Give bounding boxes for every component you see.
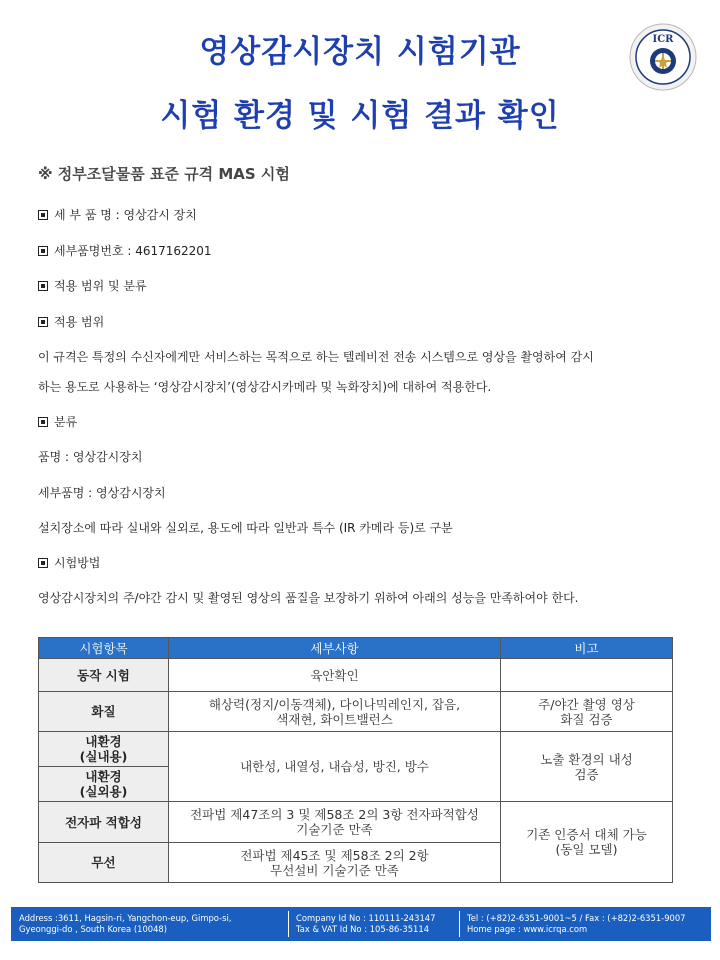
cell-item: 내환경 (실외용) <box>39 767 169 802</box>
scope-paragraph-2: 하는 용도로 사용하는 ‘영상감시장치’(영상감시카메라 및 녹화장치)에 대하여 적용한다. <box>38 380 492 394</box>
logo-text: ICR <box>652 34 674 45</box>
cell-note: 노출 환경의 내성 검증 <box>501 732 673 802</box>
classification-text: 분류 <box>54 415 78 429</box>
cell-detail: 해상력(정지/이동객체), 다이나믹레인지, 잡음, 색재현, 화이트밸런스 <box>169 692 501 732</box>
footer-divider <box>288 911 289 937</box>
info-scope <box>38 313 104 330</box>
cell-detail: 전파법 제47조의 3 및 제58조 2의 3항 전자파적합성 기술기준 만족 <box>169 802 501 843</box>
table-row <box>39 692 673 732</box>
header-remarks: 비고 <box>501 638 673 659</box>
homepage-link[interactable]: Home page : www.icrqa.com <box>467 924 588 934</box>
installation-line: 설치장소에 따라 실내와 실외로, 용도에 따라 일반과 특수 (IR 카메라 등)로 구분 <box>38 521 453 535</box>
sub-product-name-line: 세부품명 : 영상감시장치 <box>38 486 166 500</box>
checkbox-bullet-icon <box>38 281 48 291</box>
scope-paragraph-1: 이 규격은 특정의 수신자에게만 서비스하는 목적으로 하는 텔레비전 전송 시스템으로 영상을 촬영하여 감시 <box>38 350 594 364</box>
test-results-table <box>38 637 673 883</box>
table-row <box>39 659 673 692</box>
footer-address: Address :3611, Hagsin-ri, Yangchon-eup, Gimpo-si, Gyeonggi-do , South Korea (10048) <box>19 913 232 934</box>
test-method-text: 시험방법 <box>54 556 101 570</box>
cell-note: 주/야간 촬영 영상 화질 검증 <box>501 692 673 732</box>
product-name-line: 품명 : 영상감시장치 <box>38 450 143 464</box>
notice-line: ※ 정부조달물품 표준 규격 MAS 시험 <box>38 165 290 183</box>
footer-bar <box>11 907 711 941</box>
footer-company-ids: Company Id No : 110111-243147 Tax & VAT Id No : 105-86-35114 <box>296 913 436 934</box>
footer-divider <box>459 911 460 937</box>
test-method-paragraph: 영상감시장치의 주/야간 감시 및 촬영된 영상의 품질을 보장하기 위하여 아래의 성능을 만족하여야 한다. <box>38 591 579 605</box>
cell-item: 전자파 적합성 <box>39 802 169 843</box>
cell-item: 내환경 (실내용) <box>39 732 169 767</box>
checkbox-bullet-icon <box>38 417 48 427</box>
footer-contact: Tel : (+82)2-6351-9001~5 / Fax : (+82)2-6351-9007 Home page : www.icrqa.com <box>467 913 686 934</box>
cell-item: 화질 <box>39 692 169 732</box>
sub-item-name-text: 세 부 품 명 : 영상감시 장치 <box>54 208 197 222</box>
cell-detail: 육안확인 <box>169 659 501 692</box>
page-title: 영상감시장치 시험기관 <box>199 34 521 70</box>
header-test-item: 시험항목 <box>39 638 169 659</box>
info-scope-and-class <box>38 277 147 294</box>
header-details: 세부사항 <box>169 638 501 659</box>
info-sub-item-number <box>38 242 212 259</box>
table-row <box>39 732 673 767</box>
table-row <box>39 802 673 843</box>
cell-item: 무선 <box>39 843 169 883</box>
cell-note <box>501 659 673 692</box>
checkbox-bullet-icon <box>38 317 48 327</box>
info-sub-item-name <box>38 206 197 223</box>
page-subtitle: 시험 환경 및 시험 결과 확인 <box>160 98 560 134</box>
icr-logo-seal <box>629 23 697 91</box>
cell-detail: 전파법 제45조 및 제58조 2의 2항 무선설비 기술기준 만족 <box>169 843 501 883</box>
cell-item: 동작 시험 <box>39 659 169 692</box>
scope-text: 적용 범위 <box>54 315 105 329</box>
cell-note: 기존 인증서 대체 가능 (동일 모델) <box>501 802 673 883</box>
info-test-method <box>38 554 100 571</box>
info-classification <box>38 413 77 430</box>
checkbox-bullet-icon <box>38 210 48 220</box>
table-header-row <box>39 638 673 659</box>
cell-detail: 내한성, 내열성, 내습성, 방진, 방수 <box>169 732 501 802</box>
checkbox-bullet-icon <box>38 558 48 568</box>
sub-item-number-text: 세부품명번호 : 4617162201 <box>54 244 212 258</box>
scope-and-class-text: 적용 범위 및 분류 <box>54 279 147 293</box>
checkbox-bullet-icon <box>38 246 48 256</box>
